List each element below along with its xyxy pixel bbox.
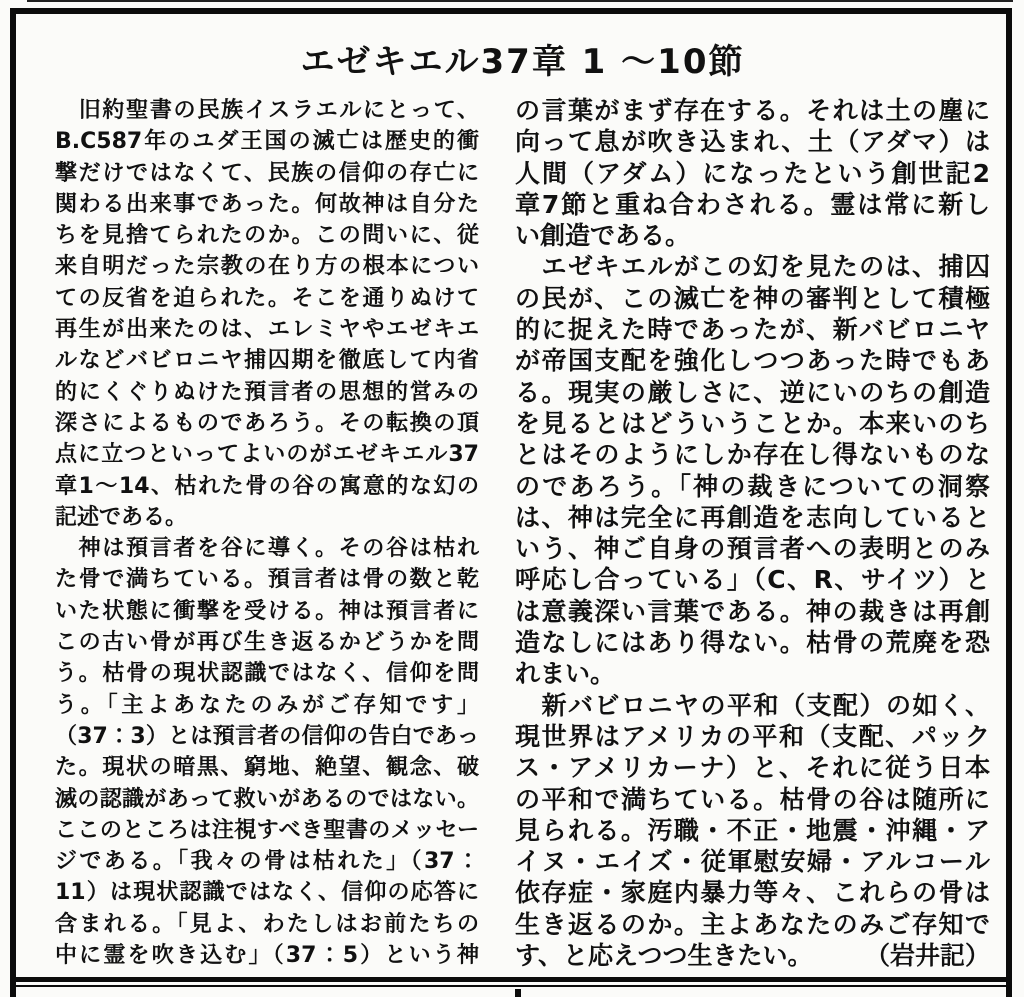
next-table-column-divider	[515, 989, 521, 997]
text-line: いた状態に衝撃を受ける。神は預言者に	[55, 598, 479, 624]
text-line: 章7節と重ね合わされる。霊は常に新し	[515, 189, 990, 219]
text-line: 来自明だった宗教の在り方の根本につい	[55, 254, 479, 280]
article-title: エゼキエル37章 1 〜10節	[300, 42, 745, 82]
author-credit: （岩井記）	[864, 941, 990, 971]
article-body	[55, 95, 990, 971]
text-line: 向って息が吹き込まれ、土（アダマ）は	[515, 127, 990, 157]
text-line: 章1〜14、枯れた骨の谷の寓意的な幻の	[55, 473, 479, 499]
text-line: 的にくぐりぬけた預言者の思想的営みの	[55, 379, 479, 405]
text-line: が帝国支配を強化しつつあった時でもあ	[515, 346, 990, 376]
text-line: 関わる出来事であった。何故神は自分た	[55, 191, 479, 217]
credit-line-text: す、と応えつつ生きたい。	[515, 941, 813, 971]
text-line: 人間（アダム）になったという創世記2	[515, 158, 990, 188]
text-line: 含まれる。「見よ、わたしはお前たちの	[55, 911, 479, 937]
right-column-lines	[515, 95, 990, 940]
text-line: れまい。	[515, 659, 616, 689]
section-bottom-rule	[14, 977, 1010, 982]
text-line: B.C587年のユダ王国の滅亡は歴史的衝	[55, 129, 479, 155]
next-section-top-rule	[14, 985, 1010, 987]
text-line: ちを見捨てられたのか。この問いに、従	[55, 223, 479, 249]
right-column	[515, 95, 990, 971]
text-line: は意義深い言葉である。神の裁きは再創	[515, 596, 990, 626]
text-line: いう、神ご自身の預言者への表明とのみ	[515, 534, 990, 564]
text-line: る。現実の厳しさに、逆にいのちの創造	[515, 377, 990, 407]
text-line: 11）は現状認識ではなく、信仰の応答に	[55, 880, 479, 906]
text-line: 造なしにはあり得ない。枯骨の荒廃を恐	[515, 628, 990, 658]
left-column-lines	[55, 95, 479, 971]
text-line: 的に捉えた時であったが、新バビロニヤ	[515, 315, 990, 345]
text-line: た骨で満ちている。預言者は骨の数と乾	[55, 567, 479, 593]
scan-edge-line	[27, 0, 1013, 2]
text-line: 旧約聖書の民族イスラエルにとって、	[55, 98, 479, 123]
text-line: この古い骨が再び生き返るかどうかを問	[55, 630, 479, 656]
text-line: 生き返るのか。主よあなたのみご存知で	[515, 909, 990, 939]
text-line: （37：3）とは預言者の信仰の告白であっ	[55, 723, 479, 749]
text-line: のであろう。「神の裁きについての洞察	[515, 471, 990, 501]
left-column	[55, 95, 479, 971]
text-line: 撃だけではなくて、民族の信仰の存亡に	[55, 160, 479, 186]
text-line: エゼキエルがこの幻を見たのは、捕囚	[515, 252, 990, 282]
text-line: 現世界はアメリカの平和（支配、パック	[515, 721, 990, 751]
text-line: は、神は完全に再創造を志向していると	[515, 502, 990, 532]
text-line: た。現状の暗黒、窮地、絶望、観念、破	[55, 755, 479, 781]
text-line: 中に霊を吹き込む」（37：5）という神	[55, 943, 479, 969]
text-line: 再生が出来たのは、エレミヤやエゼキエ	[55, 317, 479, 343]
text-line: 呼応し合っている」（C、R、サイツ）と	[515, 565, 990, 595]
text-line: 深さによるものであろう。その転換の頂	[55, 410, 479, 436]
text-line: 新バビロニヤの平和（支配）の如く、	[515, 690, 990, 720]
text-line: の民が、この滅亡を神の審判として積極	[515, 283, 990, 313]
text-line: 見られる。汚職・不正・地震・沖縄・ア	[515, 815, 990, 845]
text-line: ての反省を迫られた。そこを通りぬけて	[55, 285, 479, 311]
text-line: 滅の認識があって救いがあるのではない。	[55, 786, 479, 812]
text-line: 点に立つといってよいのがエゼキエル37	[55, 442, 479, 468]
text-line: 依存症・家庭内暴力等々、これらの骨は	[515, 878, 990, 908]
text-line: い創造である。	[515, 221, 691, 251]
text-line: ルなどバビロニヤ捕囚期を徹底して内省	[55, 348, 479, 374]
article-frame	[10, 8, 1012, 997]
text-line: を見るとはどういうことか。本来いのち	[515, 408, 990, 438]
credit-line	[515, 940, 990, 971]
text-line: の平和で満ちている。枯骨の谷は随所に	[515, 784, 990, 814]
text-line: ここのところは注視すべき聖書のメッセー	[55, 817, 479, 843]
text-line: とはそのようにしか存在し得ないものな	[515, 440, 990, 470]
text-line: 記述である。	[55, 504, 188, 530]
text-line: イヌ・エイズ・従軍慰安婦・アルコール	[515, 847, 990, 877]
text-line: ス・アメリカーナ）と、それに従う日本	[515, 753, 990, 783]
text-line: ジである。「我々の骨は枯れた」（37：	[55, 849, 479, 875]
text-line: う。「主よあなたのみがご存知です」	[55, 692, 479, 718]
text-line: う。枯骨の現状認識ではなく、信仰を問	[55, 661, 479, 687]
text-line: 神は預言者を谷に導く。その谷は枯れ	[55, 536, 479, 562]
text-line: の言葉がまず存在する。それは土の塵に	[515, 96, 990, 125]
